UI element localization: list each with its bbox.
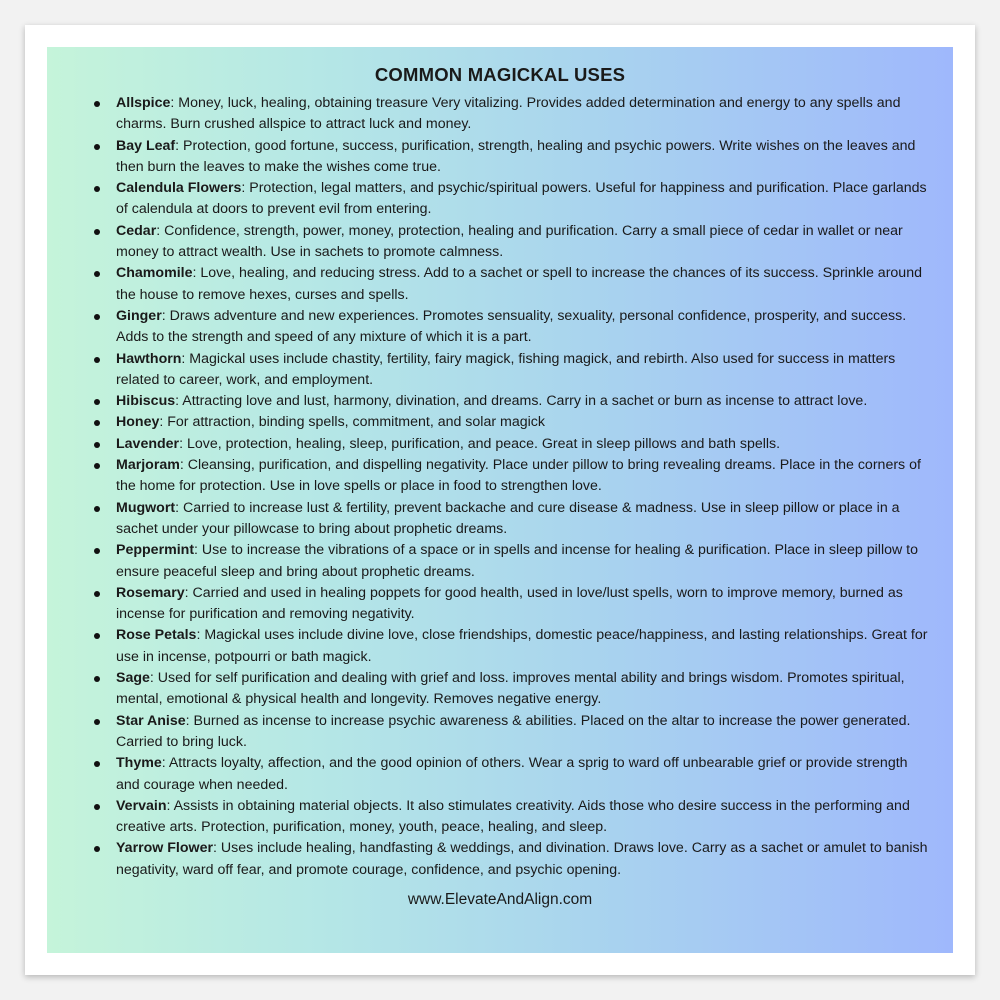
list-item xyxy=(87,434,935,455)
list-item xyxy=(87,306,935,349)
herb-name: Calendula Flowers xyxy=(116,180,242,197)
herb-name: Thyme xyxy=(116,755,162,772)
herb-description: : Attracts loyalty, affection, and the good opinion of others. Wear a sprig to ward off unbearable grief or provide strength and courage when needed. xyxy=(116,755,908,793)
herb-description: : For attraction, binding spells, commitment, and solar magick xyxy=(159,414,545,431)
herb-name: Rose Petals xyxy=(116,627,197,644)
list-item xyxy=(87,221,935,264)
list-item xyxy=(87,263,935,306)
herb-name: Star Anise xyxy=(116,712,186,729)
bullet-icon xyxy=(94,804,100,810)
herb-name: Mugwort xyxy=(116,499,176,516)
herb-description: : Cleansing, purification, and dispelling negativity. Place under pillow to bring revealing dreams. Place in the corners of the home for protection. Use in love spells or place in food to strengthen love. xyxy=(116,457,921,495)
list-item xyxy=(87,583,935,626)
herb-description: : Assists in obtaining material objects. It also stimulates creativity. Aids those who desire success in the performing and creative arts. Protection, purification, money, youth, peace, healing, and sleep. xyxy=(116,797,910,836)
list-item xyxy=(87,498,935,541)
bullet-icon xyxy=(94,144,100,150)
herb-description: : Protection, legal matters, and psychic/spiritual powers. Useful for happiness and purification. Place garlands of calendula at doors to prevent evil from entering. xyxy=(116,180,927,218)
herb-name: Allspice xyxy=(116,95,171,111)
herb-description: : Burned as incense to increase psychic awareness & abilities. Placed on the altar to increase the power generated. Carried to bring luck. xyxy=(116,712,911,750)
list-item xyxy=(87,668,935,711)
herb-description: : Love, protection, healing, sleep, purification, and peace. Great in sleep pillows and bath spells. xyxy=(179,435,781,452)
bullet-icon xyxy=(94,548,100,554)
list-item xyxy=(87,412,935,433)
herb-name: Rosemary xyxy=(116,584,185,601)
list-item xyxy=(87,753,935,796)
bullet-icon xyxy=(94,420,100,426)
bullet-icon xyxy=(94,399,100,405)
list-item xyxy=(87,711,935,754)
bullet-icon xyxy=(94,442,100,448)
bullet-icon xyxy=(94,591,100,597)
list-item xyxy=(87,93,935,136)
herb-description: : Use to increase the vibrations of a space or in spells and incense for healing & purification. Place in sleep pillow to ensure peaceful sleep and bring about prophetic dreams. xyxy=(116,542,919,580)
card-frame xyxy=(25,25,975,975)
herb-name: Ginger xyxy=(116,307,162,324)
bullet-icon xyxy=(94,271,100,277)
herb-name: Marjoram xyxy=(116,457,180,474)
list-item xyxy=(87,349,935,392)
page-title: COMMON MAGICKAL USES xyxy=(374,64,626,85)
bullet-icon xyxy=(94,463,100,469)
list-item xyxy=(87,136,935,179)
herb-name: Peppermint xyxy=(116,542,195,559)
list-item xyxy=(87,540,935,583)
list-item xyxy=(87,625,935,668)
herb-name: Yarrow Flower xyxy=(116,840,213,857)
herb-name: Bay Leaf xyxy=(116,137,176,154)
herb-description: : Uses include healing, handfasting & weddings, and divination. Draws love. Carry as a sachet or amulet to banish negativity, ward off fear, and promote courage, confidence, and psychic opening. xyxy=(116,840,928,878)
herb-description: : Used for self purification and dealing with grief and loss. improves mental ability and brings wisdom. Promotes spiritual, mental, emotional & physical health and longevity. Removes negative energy. xyxy=(116,670,905,708)
herb-name: Vervain xyxy=(116,797,167,814)
website-footer: www.ElevateAndAlign.com xyxy=(407,890,593,908)
herb-description: : Money, luck, healing, obtaining treasure Very vitalizing. Provides added determination and energy to any spells and charms. Burn crushed allspice to attract luck and money. xyxy=(116,95,901,133)
herb-description: : Carried and used in healing poppets for good health, used in love/lust spells, worn to improve memory, burned as incense for purification and removing negativity. xyxy=(116,584,903,623)
herb-name: Hawthorn xyxy=(116,350,182,367)
herb-description: : Attracting love and lust, harmony, divination, and dreams. Carry in a sachet or burn as incense to attract love. xyxy=(175,393,868,410)
list-item xyxy=(87,178,935,221)
herb-name: Honey xyxy=(116,414,160,431)
bullet-icon xyxy=(94,719,100,725)
list-item xyxy=(87,796,935,839)
herb-name: Chamomile xyxy=(116,265,193,282)
bullet-icon xyxy=(94,314,100,320)
herb-name: Hibiscus xyxy=(116,393,176,410)
herb-description: : Magickal uses include chastity, fertility, fairy magick, fishing magick, and rebirth. Also used for success in matters related to career, work, and employment. xyxy=(116,350,896,388)
bullet-icon xyxy=(94,761,100,767)
bullet-icon xyxy=(94,229,100,235)
list-item xyxy=(87,455,935,498)
herb-description: : Confidence, strength, power, money, protection, healing and purification. Carry a small piece of cedar in wallet or near money to attract wealth. Use in sachets to promote calmness. xyxy=(116,222,903,261)
bullet-icon xyxy=(94,101,100,107)
content-panel xyxy=(47,47,953,953)
bullet-icon xyxy=(94,846,100,852)
bullet-icon xyxy=(94,357,100,363)
herb-description: : Protection, good fortune, success, purification, strength, healing and psychic powers. Write wishes on the leaves and then burn the leaves to make the wishes come true. xyxy=(116,137,916,175)
herb-description: : Carried to increase lust & fertility, prevent backache and cure disease & madness. Use in sleep pillow or place in a sachet under your pillowcase to bring about prophetic dreams. xyxy=(116,499,900,537)
bullet-icon xyxy=(94,633,100,639)
bullet-icon xyxy=(94,506,100,512)
list-item xyxy=(87,838,935,881)
herb-name: Lavender xyxy=(116,435,180,452)
herb-name: Cedar xyxy=(116,222,157,239)
list-item xyxy=(87,391,935,412)
bullet-icon xyxy=(94,186,100,192)
herb-description: : Love, healing, and reducing stress. Add to a sachet or spell to increase the chances of its success. Sprinkle around the house to remove hexes, curses and spells. xyxy=(116,265,922,303)
herb-name: Sage xyxy=(116,670,150,687)
herb-description: : Draws adventure and new experiences. Promotes sensuality, sexuality, personal confidence, prosperity, and success. Adds to the strength and speed of any mixture of which it is a part. xyxy=(116,307,907,346)
herb-list xyxy=(87,93,935,881)
herb-description: : Magickal uses include divine love, close friendships, domestic peace/happiness, and lasting relationships. Great for use in incense, potpourri or bath magick. xyxy=(116,627,928,665)
bullet-icon xyxy=(94,676,100,682)
